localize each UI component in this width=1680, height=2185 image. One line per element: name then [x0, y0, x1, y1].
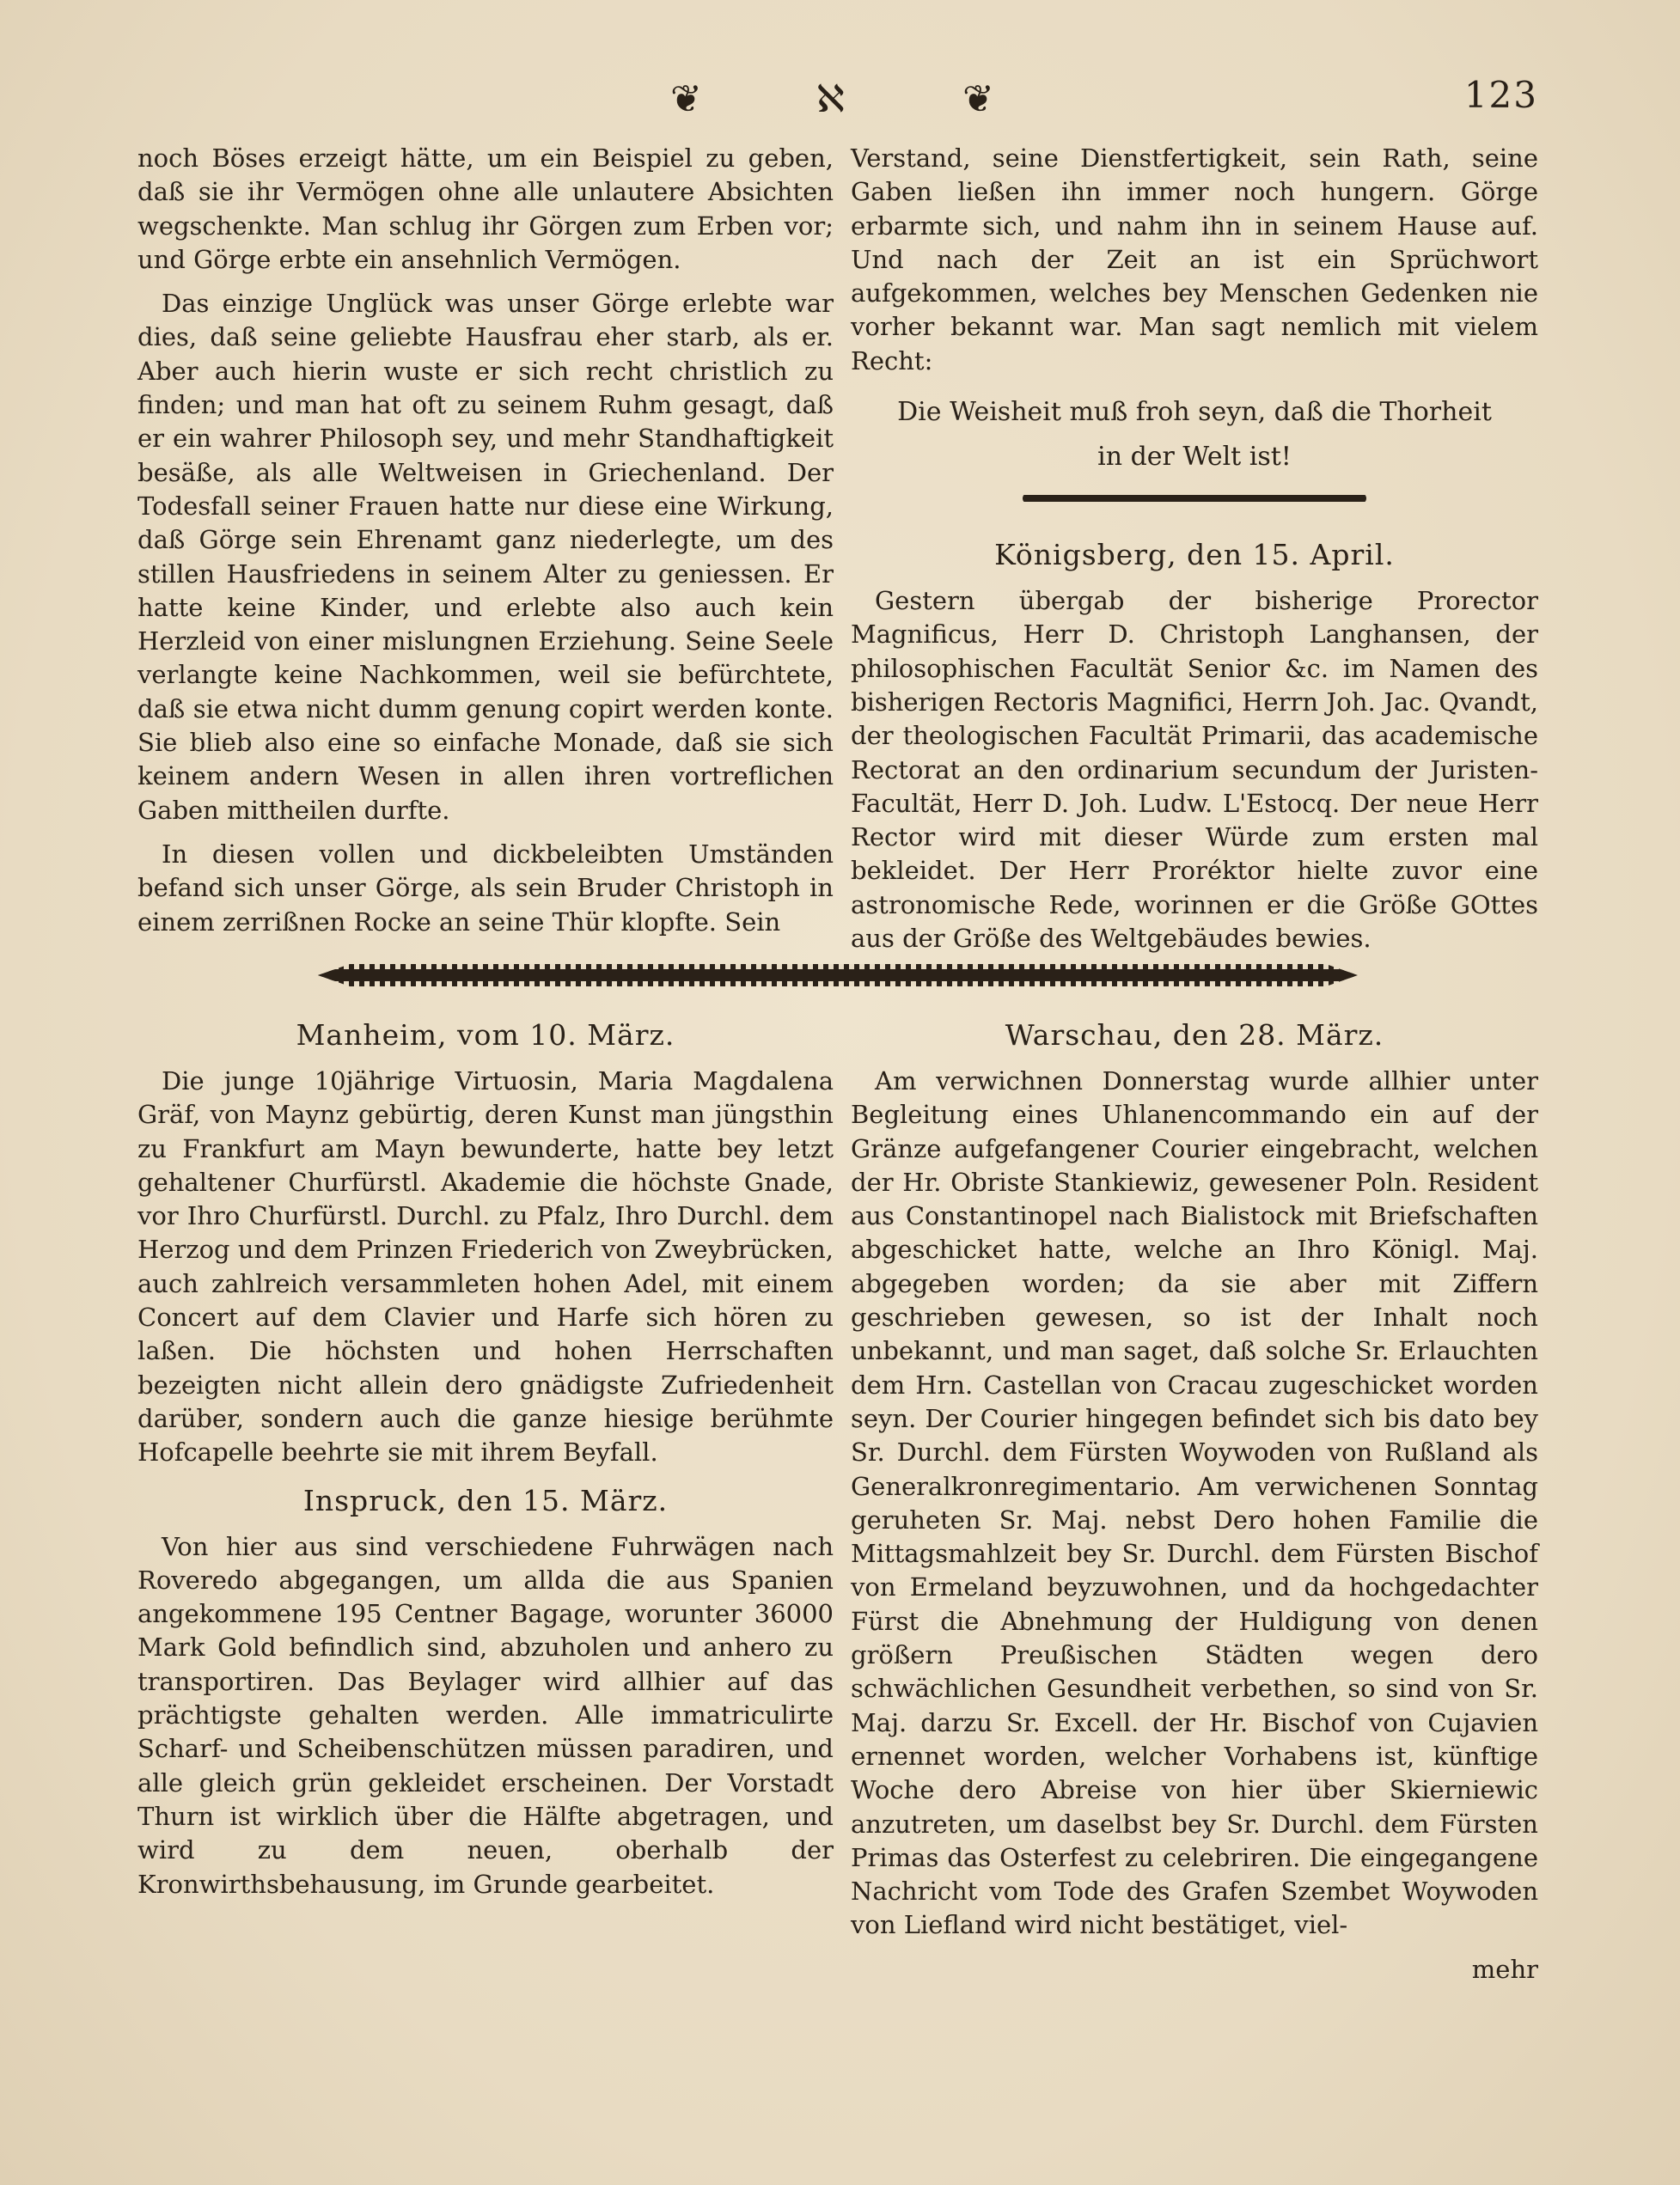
column-top-right	[851, 142, 1538, 966]
paragraph: Die junge 10jährige Virtuosin, Maria Magdalena Gräf, von Maynz gebürtig, deren Kunst man jüngsthin zu Frankfurt am Mayn bewunderte, hatte bey letzt gehaltener Churfürstl. Akademie die höchste Gnade, vor Ihro Churfürstl. Durchl. zu Pfalz, Ihro Durchl. dem Herzog und dem Prinzen Friederich von Zweybrücken, auch zahlreich versammleten hohen Adel, mit einem Concert auf dem Clavier und Harfe sich hören zu laßen. Die höchsten und hohen Herrschaften bezeigten nicht allein dero gnädigste Zufriedenheit darüber, sondern auch die ganze hiesige berühmte Hofcapelle beehrte sie mit ihrem Beyfall.	[137, 1066, 834, 1468]
motto	[851, 390, 1538, 479]
flower-ornament-icon: ❦	[962, 77, 994, 121]
article-heading: Königsberg, den 15. April.	[994, 538, 1395, 572]
article-heading: Manheim, vom 10. März.	[296, 1018, 675, 1052]
column-bottom-right	[851, 1010, 1538, 1987]
motto-line: in der Welt ist!	[1097, 442, 1292, 473]
paragraph: Verstand, seine Dienstfertigkeit, sein Rath, seine Gaben ließen ihn immer noch hungern. Görge erbarmte sich, und nahm ihn in seinem Hause auf. Und nach der Zeit an ist ein Sprüchwort aufgekommen, welches bey Menschen Gedenken nie vorher bekannt war. Man sagt nemlich mit vielem Recht:	[851, 143, 1538, 375]
page-header	[137, 69, 1538, 129]
horizontal-divider	[318, 961, 1358, 990]
paragraph: Das einzige Unglück was unser Görge erlebte war dies, daß seine geliebte Hausfrau eher starb, als er. Aber auch hierin wuste er sich recht christlich zu finden; und man hat oft zu seinem Ruhm gesagt, daß er ein wahrer Philosoph sey, und mehr Standhaftigkeit besäße, als alle Weltweisen in Griechenland. Der Todesfall seiner Frauen hatte nur diese eine Wirkung, daß Görge sein Ehrenamt ganz niederlegte, um des stillen Hausfriedens in seinem Alter zu geniessen. Er hatte keine Kinder, und erlebte also auch kein Herzleid von einer mislungnen Erziehung. Seine Seele verlangte keine Nachkommen, weil sie befürchtete, daß sie etwa nicht dumm genung copirt werden konte. Sie blieb also eine so einfache Monade, daß sie sich keinem andern Wesen in allen ihren vortreflichen Gaben mittheilen durfte.	[137, 289, 834, 825]
flower-ornament-icon: ❦	[670, 77, 702, 121]
paragraph: Von hier aus sind verschiedene Fuhrwägen nach Roveredo abgegangen, um allda die aus Spanien angekommene 195 Centner Bagage, worunter 36000 Mark Gold befindlich sind, abzuholen und anhero zu transportiren. Das Beylager wird allhier auf das prächtigste gehalten werden. Alle immatriculirte Scharf- und Scheibenschützen müssen paradiren, und alle gleich grün gekleidet erscheinen. Der Vorstadt Thurn ist wirklich über die Hälfte abgetragen, und wird zu dem neuen, oberhalb der Kronwirthsbehausung, im Grunde gearbeitet.	[137, 1531, 834, 1899]
column-top-left	[137, 142, 834, 949]
paragraph: In diesen vollen und dickbeleibten Umständen befand sich unser Görge, als sein Bruder Christoph in einem zerrißnen Rocke an seine Thür klopfte. Sein	[137, 839, 834, 937]
article-heading: Warschau, den 28. März.	[1005, 1018, 1384, 1052]
paragraph: Gestern übergab der bisherige Prorector Magnificus, Herr D. Christoph Langhansen, der philosophischen Facultät Senior &c. im Namen des bisherigen Rectoris Magnifici, Herrn Joh. Jac. Qvandt, der theologischen Facultät Primarii, das academische Rectorat an den ordinarium secundum der Juristen-Facultät, Herr D. Joh. Ludw. L'Estocq. Der neue Herr Rector wird mit dieser Würde zum ersten mal bekleidet. Der Herr Proréktor hielte zuvor eine astronomische Rede, worinnen er die Größe GOttes aus der Größe des Weltgebäudes bewies.	[851, 586, 1538, 954]
motto-line: Die Weisheit muß froh seyn, daß die Thorheit	[897, 397, 1492, 428]
scroll-ornament-icon: ℵ	[816, 77, 845, 121]
paragraph: Am verwichnen Donnerstag wurde allhier unter Begleitung eines Uhlanencommando ein auf der Gränze aufgefangener Courier eingebracht, welchen der Hr. Obriste Stankiewiz, gewesener Poln. Resident aus Constantinopel nach Bialistock mit Briefschaften abgeschicket hatte, welche an Ihro Königl. Maj. abgegeben worden; da sie aber mit Ziffern geschrieben gewesen, so ist der Inhalt noch unbekannt, und man saget, daß solche Sr. Erlauchten dem Hrn. Castellan von Cracau zugeschicket worden seyn. Der Courier hingegen befindet sich bis dato bey Sr. Durchl. dem Fürsten Woywoden von Rußland als Generalkronregimentario. Am verwichenen Sonntag geruheten Sr. Maj. nebst Dero hohen Familie die Mittagsmahlzeit bey Sr. Durchl. dem Fürsten Bischof von Ermeland beyzuwohnen, und da hochgedachter Fürst die Abnehmung der Huldigung von denen größern Preußischen Städten wegen dero schwächlichen Gesundheit verbethen, so sind von Sr. Maj. darzu Sr. Excell. der Hr. Bischof von Cujavien ernennet worden, welcher Vorhabens ist, künftige Woche dero Abreise von hier über Skierniewic anzutreten, um daselbst bey Sr. Durchl. dem Fürsten Primas das Osterfest zu celebriren. Die eingegangene Nachricht vom Tode des Grafen Szembet Woywoden von Liefland wird nicht bestätiget, viel-	[851, 1066, 1538, 1940]
catchword: mehr	[1471, 1954, 1538, 1984]
page-number: 123	[1463, 74, 1538, 116]
article-heading: Inspruck, den 15. März.	[302, 1483, 669, 1517]
column-bottom-left	[137, 1010, 834, 1912]
section-divider	[1023, 493, 1366, 504]
paragraph: noch Böses erzeigt hätte, um ein Beispiel zu geben, daß sie ihr Vermögen ohne alle unlautere Absichten wegschenkte. Man schlug ihr Görgen zum Erben vor; und Görge erbte ein ansehnlich Vermögen.	[137, 143, 834, 274]
